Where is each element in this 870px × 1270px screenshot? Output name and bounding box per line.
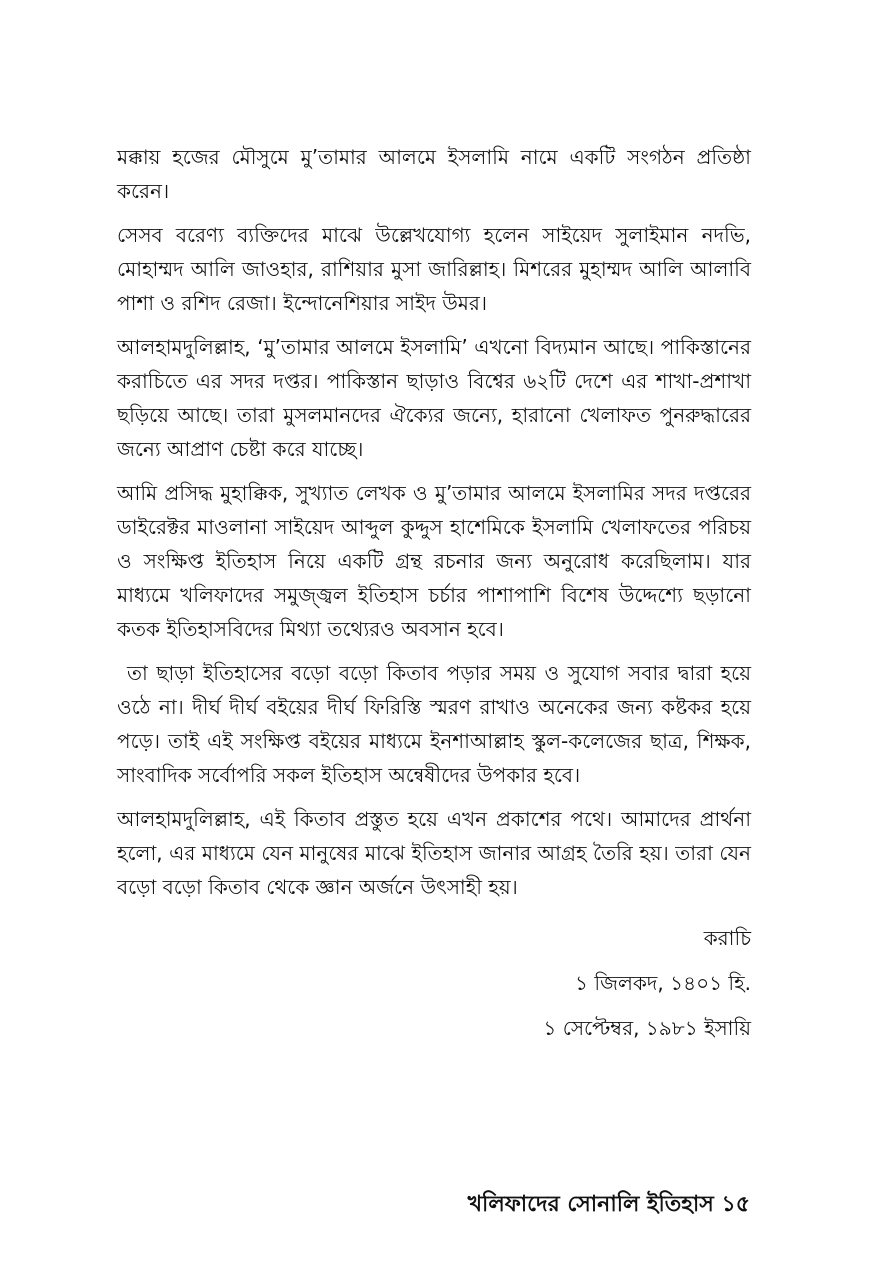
paragraph-5: তা ছাড়া ইতিহাসের বড়ো বড়ো কিতাব পড়ার সময় ও সুযোগ সবার দ্বারা হয়ে ওঠে না। দীর্ঘ দীর্ঘ বইয়ের দীর্ঘ ফিরিস্তি স্মরণ রাখাও অনেকের জন্য কষ্টকর হয়ে পড়ে। তাই এই সংক্ষিপ্ত বইয়ের মাধ্যমে ইনশাআল্লাহ স্কুল-কলেজের ছাত্র, শিক্ষক, সাংবাদিক সর্বোপরি সকল ইতিহাস অন্বেষীদের উপকার হবে।: [117, 661, 751, 787]
signature-block: [117, 916, 751, 1051]
body-text: [117, 140, 751, 1051]
paragraph-4: আমি প্রসিদ্ধ মুহাক্কিক, সুখ্যাত লেখক ও মু’তামার আলমে ইসলামির সদর দপ্তরের ডাইরেক্টর মাওলানা সাইয়েদ আব্দুল কুদ্দুস হাশেমিকে ইসলামি খেলাফতের পরিচয় ও সংক্ষিপ্ত ইতিহাস নিয়ে একটি গ্রন্থ রচনার জন্য অনুরোধ করেছিলাম। যার মাধ্যমে খলিফাদের সমুজ্জ্বল ইতিহাস চর্চার পাশাপাশি বিশেষ উদ্দেশ্যে ছড়ানো কতক ইতিহাসবিদের মিথ্যা তথ্যেরও অবসান হবে।: [117, 481, 751, 641]
page-footer: [468, 1187, 750, 1224]
page-number: ১৫: [721, 1192, 750, 1217]
signature-hijri-date: ১ জিলকদ, ১৪০১ হি.: [575, 971, 751, 995]
signature-gregorian-date: ১ সেপ্টেম্বর, ১৯৮১ ইসায়ি: [543, 1016, 751, 1040]
signature-place: করাচি: [703, 926, 751, 950]
paragraph-1: মক্কায় হজের মৌসুমে মু’তামার আলমে ইসলামি নামে একটি সংগঠন প্রতিষ্ঠা করেন।: [117, 145, 751, 203]
running-title: খলিফাদের সোনালি ইতিহাস: [467, 1192, 714, 1217]
paragraph-2: সেসব বরেণ্য ব্যক্তিদের মাঝে উল্লেখযোগ্য হলেন সাইয়েদ সুলাইমান নদভি, মোহাম্মদ আলি জাওহার, রাশিয়ার মুসা জারিল্লাহ। মিশরের মুহাম্মদ আলি আলাবি পাশা ও রশিদ রেজা। ইন্দোনেশিয়ার সাইদ উমর।: [117, 223, 751, 315]
paragraph-6: আলহামদুলিল্লাহ, এই কিতাব প্রস্তুত হয়ে এখন প্রকাশের পথে। আমাদের প্রার্থনা হলো, এর মাধ্যমে যেন মানুষের মাঝে ইতিহাস জানার আগ্রহ তৈরি হয়। তারা যেন বড়ো বড়ো কিতাব থেকে জ্ঞান অর্জনে উৎসাহী হয়।: [117, 807, 751, 899]
paragraph-3: আলহামদুলিল্লাহ, ‘মু’তামার আলমে ইসলামি’ এখনো বিদ্যমান আছে। পাকিস্তানের করাচিতে এর সদর দপ্তর। পাকিস্তান ছাড়াও বিশ্বের ৬২টি দেশে এর শাখা-প্রশাখা ছড়িয়ে আছে। তারা মুসলমানদের ঐক্যের জন্যে, হারানো খেলাফত পুনরুদ্ধারের জন্যে আপ্রাণ চেষ্টা করে যাচ্ছে।: [117, 335, 751, 461]
